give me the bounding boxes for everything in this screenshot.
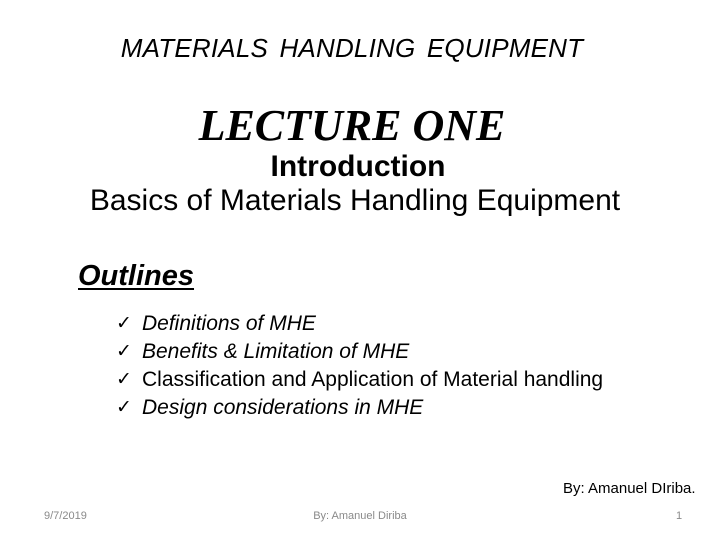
- outlines-heading: Outlines: [78, 260, 195, 292]
- slide-subtitle: Basics of Materials Handling Equipment: [89, 184, 621, 217]
- introduction-heading: Introduction: [270, 150, 446, 183]
- author-credit: By: Amanuel DIriba.: [563, 480, 696, 497]
- outline-list: [116, 310, 612, 422]
- outline-item: [116, 394, 612, 421]
- page-number: 1: [676, 510, 683, 522]
- outline-item-text: Design considerations in MHE: [142, 396, 424, 419]
- footer-author: By: Amanuel Diriba: [313, 510, 407, 522]
- lecture-title: LECTURE ONE: [198, 101, 506, 150]
- course-title: MATERIALS HANDLING EQUIPMENT: [120, 33, 584, 63]
- outline-item: [116, 366, 612, 393]
- outline-item-text: Definitions of MHE: [142, 312, 316, 335]
- outline-item-text: Benefits & Limitation of MHE: [142, 340, 410, 363]
- checkmark-icon: ✓: [116, 340, 132, 362]
- outline-item-text: Classification and Application of Material handling: [142, 368, 604, 391]
- checkmark-icon: ✓: [116, 368, 132, 390]
- outline-item: [116, 338, 612, 365]
- footer-date: 9/7/2019: [44, 510, 87, 522]
- outline-item: [116, 310, 612, 337]
- checkmark-icon: ✓: [116, 312, 132, 334]
- checkmark-icon: ✓: [116, 396, 132, 418]
